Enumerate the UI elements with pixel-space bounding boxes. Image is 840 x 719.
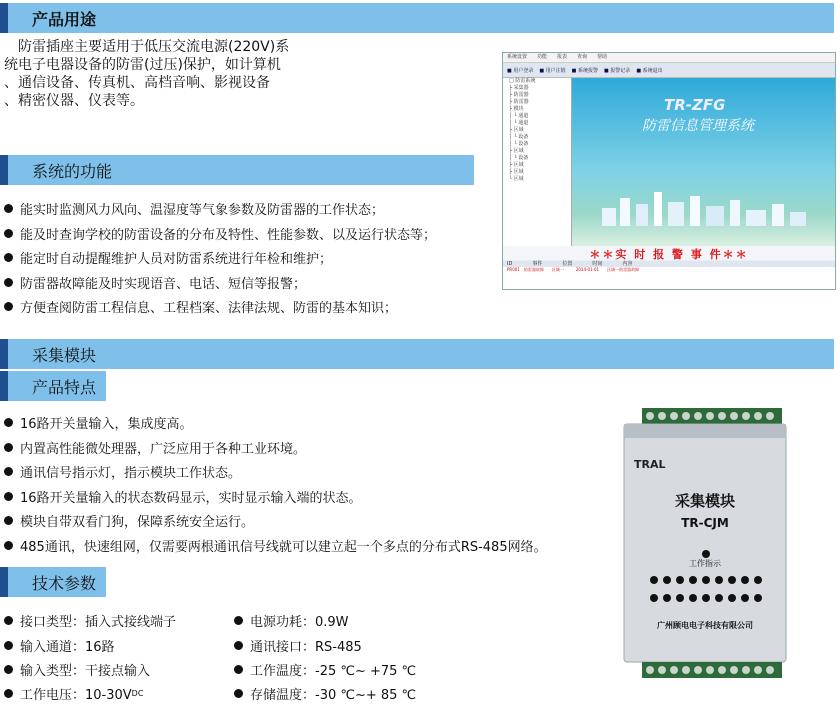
usage-paragraph xyxy=(4,38,289,110)
bullet-icon xyxy=(234,616,243,625)
banner-title-cn: 防雷信息管理系统 xyxy=(642,118,754,134)
function-header xyxy=(0,155,474,185)
usage-line: 、通信设备、传真机、高档音响、影视设备 xyxy=(4,75,270,91)
usage-header xyxy=(0,3,834,33)
header-marker xyxy=(0,567,8,597)
header-marker xyxy=(0,339,8,369)
bullet-icon xyxy=(4,253,13,262)
feature-item: 模块自带双看门狗，保障系统安全运行。 xyxy=(4,511,254,530)
usage-title: 产品用途 xyxy=(32,9,97,29)
bullet-icon xyxy=(4,641,13,650)
bullet-icon xyxy=(4,204,13,213)
screenshot-toolbar: ■ 用户登录 ■ 用户注销 ■ 系统报警 ■ 报警记录 ■ 系统退出 xyxy=(503,63,835,78)
bullet-icon xyxy=(4,418,13,427)
usage-line: 、精密仪器、仪表等。 xyxy=(4,93,144,109)
bullet-icon xyxy=(4,689,13,698)
banner-title-en: TR-ZFG xyxy=(664,96,726,114)
spec-item: 输入通道：16路 xyxy=(4,636,115,655)
voltage-subscript: DC xyxy=(131,689,144,698)
function-item: 能实时监测风力风向、温湿度等气象参数及防雷器的工作状态； xyxy=(4,199,384,218)
device-indicator-label: 工作指示 xyxy=(689,559,721,568)
function-item: 防雷器故障能及时实现语音、电话、短信等报警； xyxy=(4,273,306,292)
bullet-icon xyxy=(4,616,13,625)
function-title: 系统的功能 xyxy=(32,161,113,181)
bullet-icon xyxy=(4,492,13,501)
device-name: 采集模块 xyxy=(674,492,735,510)
spec-item: 输入类型：干接点输入 xyxy=(4,660,150,679)
features-header xyxy=(0,371,106,401)
feature-item: 485通讯，快速组网，仅需要两根通讯信号线就可以建立起一个多点的分布式RS-485网络。 xyxy=(4,536,547,555)
software-screenshot xyxy=(502,52,836,290)
bullet-icon xyxy=(4,229,13,238)
module-header xyxy=(0,339,834,369)
bullet-icon xyxy=(4,541,13,550)
feature-item: 16路开关量输入的状态数码显示，实时显示输入端的状态。 xyxy=(4,487,362,506)
features-title: 产品特点 xyxy=(32,377,97,397)
bullet-icon xyxy=(4,443,13,452)
feature-item: 内置高性能微处理器，广泛应用于各种工业环境。 xyxy=(4,438,306,457)
header-marker xyxy=(0,3,8,33)
feature-item: 通讯信号指示灯，指示模块工作状态。 xyxy=(4,462,241,481)
spec-item: 接口类型：插入式接线端子 xyxy=(4,611,176,630)
feature-item: 16路开关量输入，集成度高。 xyxy=(4,413,193,432)
spec-item: 工作温度：-25 ℃~ +75 ℃ xyxy=(234,660,416,679)
device-image xyxy=(620,408,790,678)
function-item: 能定时自动提醒维护人员对防雷系统进行年检和维护； xyxy=(4,248,332,267)
specs-title: 技术参数 xyxy=(32,573,97,593)
bullet-icon xyxy=(4,665,13,674)
bullet-icon xyxy=(4,516,13,525)
device-company: 广州顾电电子科技有限公司 xyxy=(657,621,753,630)
screenshot-banner xyxy=(572,78,835,248)
bullet-icon xyxy=(4,302,13,311)
spec-item: 通讯接口：RS-485 xyxy=(234,636,362,655)
screenshot-menubar: 系统设置 功能 报表 查询 帮助 xyxy=(503,53,835,63)
device-illustration xyxy=(620,408,790,678)
device-brand: TRAL xyxy=(634,458,666,471)
city-skyline-image xyxy=(592,186,812,226)
spec-item: 存储温度：-30 ℃~+ 85 ℃ xyxy=(234,684,416,703)
alarm-title: ＊＊实 时 报 警 事 件＊＊ xyxy=(503,246,835,260)
header-marker xyxy=(0,371,8,401)
function-item: 能及时查询学校的防雷设备的分布及特性、性能参数、以及运行状态等； xyxy=(4,224,436,243)
module-title: 采集模块 xyxy=(32,345,97,365)
bullet-icon xyxy=(234,665,243,674)
spec-item: 电源功耗：0.9W xyxy=(234,611,349,630)
header-marker xyxy=(0,155,8,185)
usage-line: 防雷插座主要适用于低压交流电源(220V)系 xyxy=(4,39,290,55)
alarm-table: ID 事件 位置 时间 内容 PR001 防雷器故障 区域一 2014-01-01 区域一防雷器故障 xyxy=(503,261,835,289)
usage-line: 统电子电器设备的防雷(过压)保护，如计算机 xyxy=(4,57,281,73)
device-model: TR-CJM xyxy=(681,516,729,530)
bullet-icon xyxy=(234,641,243,650)
bullet-icon xyxy=(234,689,243,698)
bullet-icon xyxy=(4,278,13,287)
function-item: 方便查阅防雷工程信息、工程档案、法律法规、防雷的基本知识； xyxy=(4,297,397,316)
spec-item: 工作电压：10-30V DC xyxy=(4,684,143,703)
screenshot-tree: □ 防雷系统 ├ 采集器 ├ 防雷器 ├ 防雷器 ├ 模块 │ └ 通道 │ └ 通道 ├ 区域 │ └ 设备 │ └ 设备 ├ 区域 │ └ 设备 ├ 区域 ├ 区域 └ 区域 xyxy=(503,78,572,246)
bullet-icon xyxy=(4,467,13,476)
specs-header xyxy=(0,567,106,597)
